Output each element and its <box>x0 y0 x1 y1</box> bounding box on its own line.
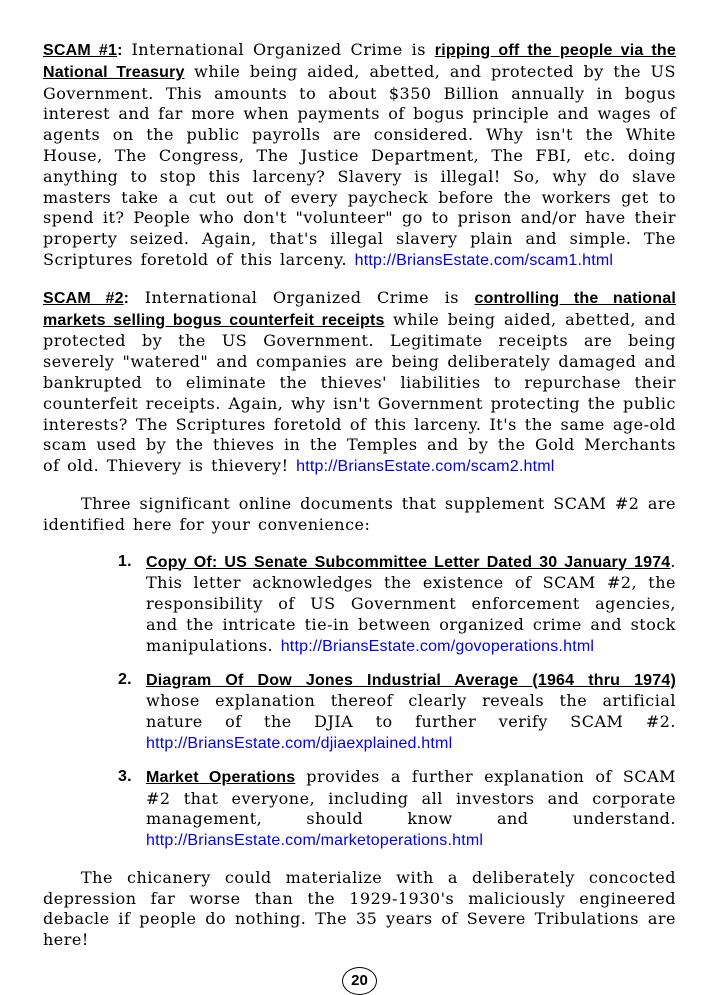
scam1-colon: : <box>117 42 123 59</box>
list-item-1-heading: Copy Of: US Senate Subcommittee Letter Dated 30 January 1974 <box>146 553 671 571</box>
scam1-emphasis: ripping off the people via the National Treasury <box>43 42 676 81</box>
closing-text: The chicanery could materialize with a deliberately concocted depression far worse than the 1929-1930's maliciously engineered debacle if people do nothing. The 35 years of Severe Tribulations are here! <box>43 867 676 950</box>
intro-text: Three significant online documents that supplement SCAM #2 are identified here for your convenience: <box>43 493 676 534</box>
list-item-3-heading: Market Operations <box>146 768 296 786</box>
scam2-heading: SCAM #2 <box>43 289 124 307</box>
list-item-2-text: whose explanation thereof clearly reveals the artificial nature of the DJIA to further verify SCAM #2. <box>146 691 676 732</box>
scam1-link[interactable]: http://BriansEstate.com/scam1.html <box>354 251 614 269</box>
list-item-1-text: . This letter acknowledges the existence of SCAM #2, the responsibility of US Government enforcement agencies, and the intricate tie-in between organized crime and stock manipulations. <box>146 551 676 655</box>
list-item-1-number: 1. <box>118 552 132 570</box>
list-item-senate-letter <box>43 552 676 658</box>
scam1-text-lead: International Organized Crime is <box>122 40 435 59</box>
paragraph-closing <box>43 868 676 951</box>
document-page <box>43 40 676 995</box>
supplement-list <box>43 552 676 852</box>
govoperations-link[interactable]: http://BriansEstate.com/govoperations.html <box>280 637 595 655</box>
scam1-text-body: while being aided, abetted, and protected by the US Government. This amounts to about $350 Billion annually in bogus interest and far more when payments of bogus principle and wages of agents on the public payrolls are considered. Why isn't the White House, The Congress, The Justice Department, The FBI, etc. doing anything to stop this larceny? Slavery is illegal! So, why do slave masters take a cut out of every paycheck before the workers get to spend it? People who don't "volunteer" go to prison and/or have their property seized. Again, that's illegal slavery plain and simple. The Scriptures foretold of this larceny. <box>43 61 676 269</box>
scam2-link[interactable]: http://BriansEstate.com/scam2.html <box>296 458 555 476</box>
djiaexplained-link[interactable]: http://BriansEstate.com/djiaexplained.html <box>146 734 453 752</box>
paragraph-intro <box>43 494 676 536</box>
scam1-heading: SCAM #1 <box>43 42 118 59</box>
list-item-3-number: 3. <box>118 767 132 785</box>
list-item-market-operations <box>43 767 676 852</box>
scam2-text-lead: International Organized Crime is <box>129 287 475 307</box>
paragraph-scam2 <box>43 288 676 478</box>
list-item-3-text: provides a further explanation of SCAM #2 that everyone, including all investors and corporate management, should know and understand. <box>146 766 677 829</box>
scam2-emphasis: controlling the national markets selling bogus counterfeit receipts <box>43 289 676 329</box>
list-item-2-number: 2. <box>118 670 132 688</box>
page-number-badge: 20 <box>342 967 377 995</box>
marketoperations-link[interactable]: http://BriansEstate.com/marketoperations.html <box>146 832 484 850</box>
scam2-text-body: while being aided, abetted, and protected by the US Government. Legitimate receipts are being severely "watered" and companies are being deliberately damaged and bankrupted to eliminate the thieves' liabilities to repurchase their counterfeit receipts. Again, why isn't Government protecting the public interests? The Scriptures foretold of this larceny. It's the same age-old scam used by the thieves in the Temples and by the Gold Merchants of old. Thievery is thievery! <box>43 309 676 476</box>
list-item-djia-diagram <box>43 670 676 755</box>
page-footer <box>43 967 676 995</box>
scam2-colon: : <box>123 289 130 307</box>
paragraph-scam1 <box>43 40 676 272</box>
list-item-2-heading: Diagram Of Dow Jones Industrial Average (1964 thru 1974) <box>146 671 676 689</box>
